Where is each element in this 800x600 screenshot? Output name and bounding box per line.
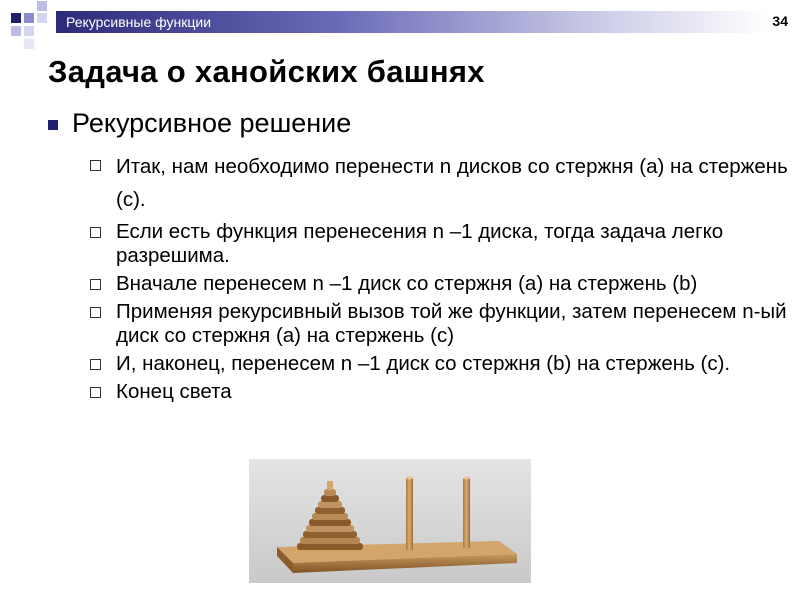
list-item (88, 220, 788, 268)
list-item (88, 352, 788, 376)
square-bullet-icon (48, 120, 58, 130)
hollow-square-bullet-icon (90, 387, 101, 398)
level1-bullet-item (48, 108, 351, 139)
page-number: 34 (772, 13, 788, 29)
hollow-square-bullet-icon (90, 160, 101, 171)
list-item-text: Итак, нам необходимо перенести n дисков со стержня (a) на стержень (c). (116, 155, 788, 211)
list-item-text: Вначале перенесем n –1 диск со стержня (a) на стержень (b) (116, 272, 698, 295)
tower-of-hanoi-photo (249, 459, 531, 583)
hollow-square-bullet-icon (90, 307, 101, 318)
hollow-square-bullet-icon (90, 279, 101, 290)
list-item (88, 272, 788, 296)
corner-square (37, 1, 47, 11)
list-item-text: Если есть функция перенесения n –1 диска, тогда задача легко разрешима. (116, 220, 724, 267)
corner-square (11, 13, 21, 23)
tower-of-hanoi-illustration (249, 459, 531, 583)
hollow-square-bullet-icon (90, 359, 101, 370)
list-item (88, 150, 788, 216)
header-title: Рекурсивные функции (66, 14, 212, 30)
corner-square (24, 13, 34, 23)
corner-square (24, 39, 34, 49)
corner-square (37, 13, 47, 23)
slide-title: Задача о ханойских башнях (48, 54, 485, 89)
list-item-text: Применяя рекурсивный вызов той же функции, затем перенесем n-ый диск со стержня (a) на стержень (c) (116, 300, 787, 347)
sub-bullet-list (88, 150, 788, 408)
list-item-text: И, наконец, перенесем n –1 диск со стержня (b) на стержень (c). (116, 352, 731, 375)
level1-text: Рекурсивное решение (72, 108, 352, 138)
hollow-square-bullet-icon (90, 227, 101, 238)
list-item (88, 380, 788, 404)
list-item (88, 300, 788, 348)
list-item-text: Конец света (116, 380, 232, 403)
corner-square (11, 26, 21, 36)
corner-square (24, 26, 34, 36)
